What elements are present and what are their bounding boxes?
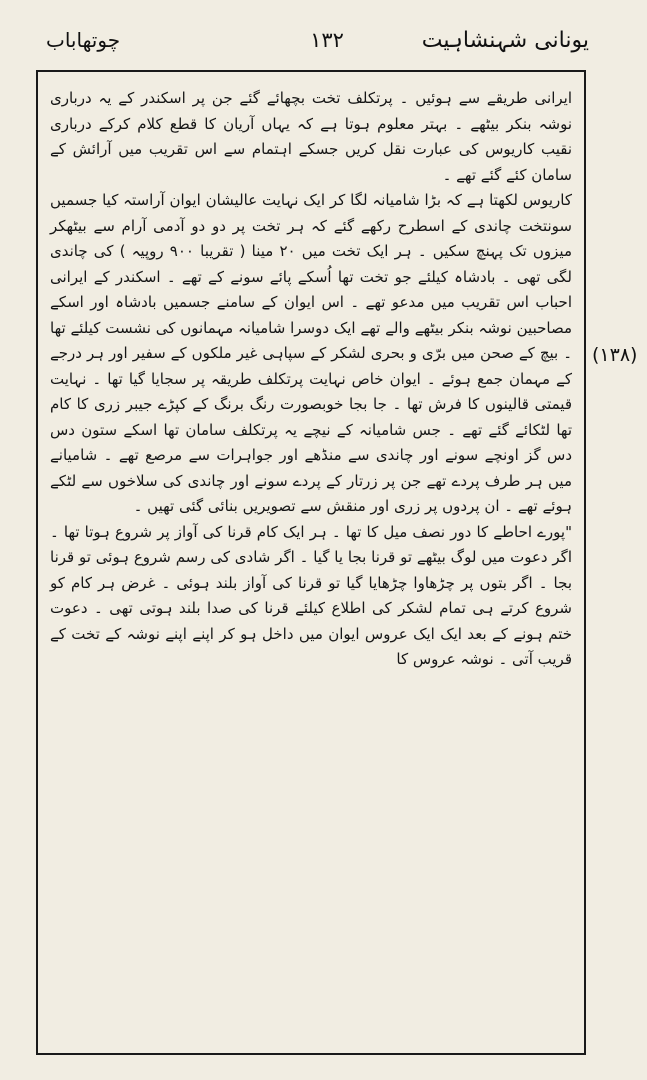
paragraph-1: ایرانی طریقے سے ہوئیں ۔ پرتکلف تخت بچھائے گئے جن پر اسکندر کے یہ درباری نوشہ بنکر بیٹھے ۔ بہتر معلوم ہوتا ہے کہ یہاں آریان کا قطع کلام کرکے درباری نقیب کاریوس کی عبارت نقل کریں جسکے اہتمام سے اس تقریب میں آرائش کے سامان کئے گئے تھے ۔: [50, 89, 572, 184]
book-title: یونانی شہنشاہیت: [421, 28, 589, 53]
text-frame: [36, 70, 586, 1055]
body-text: [50, 86, 572, 673]
page-number: ۱۳۲: [310, 28, 344, 52]
page-header: [0, 28, 647, 68]
paragraph-2: کاریوس لکھتا ہے کہ بڑا شامیانہ لگا کر ایک نہایت عالیشان ایوان آراستہ کیا جسمیں سونتخت چاندی کے اسطرح رکھے گئے کہ ہر تخت پر دو دو آدمی آرام سے بیٹھکر میزوں تک پہنچ سکیں ۔ ہر ایک تخت میں ۲۰ مینا ( تقریبا ۹۰۰ روپیہ ) کی چاندی لگی تھی ۔ بادشاہ کیلئے جو تخت تھا اُسکے پائے سونے کے تھے ۔ اسکندر کے ایرانی احباب اس تقریب میں مدعو تھے ۔ اس ایوان کے سامنے جسمیں بادشاہ اور اسکے مصاحبین نوشہ بنکر بیٹھے والے تھے ایک دوسرا شامیانہ مہمانوں کی نشست کیلئے تھا ۔ بیچ کے صحن میں برّی و بحری لشکر کے سپاہی غیر ملکوں کے سفیر اور ہر درجے کے مہمان جمع ہوئے ۔ ایوان خاص نہایت پرتکلف طریقہ پر سجایا گیا تھا ۔ نہایت قیمتی قالینوں کا فرش تھا ۔ جا بجا خوبصورت رنگ برنگ کے کپڑے جیبر زری کا کام تھا لٹکائے گئے تھے ۔ جس شامیانہ کے نیچے یہ پرتکلف سامان تھا اسکے ستون دس دس گز اونچے سونے اور چاندی سے منڈھے اور جواہرات سے مرصع تھے ۔ شامیانے میں ہر طرف پردے تھے جن پر زرتار کے پردے سونے اور چاندی کی سلاخوں سے لٹکے ہوئے تھے ۔ ان پردوں پر زری اور منقش سے تصویریں بنائی گئی تھیں ۔: [50, 191, 572, 515]
chapter-label: چوتھاباب: [46, 28, 121, 52]
margin-note: (۱۳۸): [592, 344, 638, 366]
paragraph-3: "پورے احاطے کا دور نصف میل کا تھا ۔ ہر ایک کام قرنا کی آواز پر شروع ہوتا تھا ۔ اگر دعوت میں لوگ بیٹھے تو قرنا بجا یا گیا ۔ اگر شادی کی رسم شروع ہوئی تو قرنا بجا ۔ اگر بتوں پر چڑھاوا چڑھایا گیا تو قرنا کی آواز بلند ہوئی ۔ غرض ہر کام کو شروع کرتے ہی تمام لشکر کی اطلاع کیلئے قرنا کی صدا بلند ہوتی تھی ۔ دعوت ختم ہونے کے بعد ایک ایک عروس ایوان میں داخل ہو کر اپنے اپنے نوشہ کے تخت کے قریب آتی ۔ نوشہ عروس کا: [50, 522, 572, 668]
